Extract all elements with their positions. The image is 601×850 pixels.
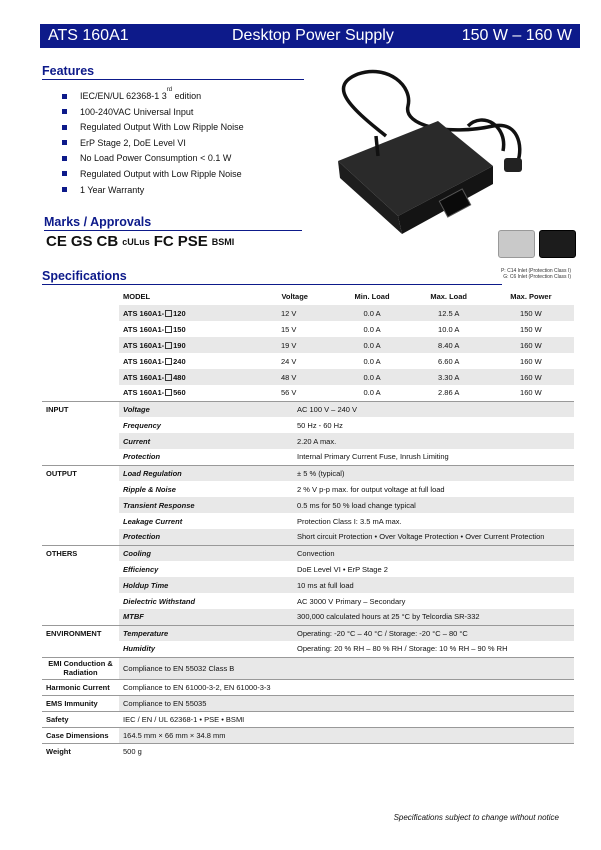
value-cell: Short circuit Protection • Over Voltage Protection • Over Current Protection	[255, 529, 574, 545]
variant-box-icon	[165, 326, 172, 333]
group-label: OUTPUT	[42, 465, 119, 481]
param-cell: Efficiency	[123, 564, 159, 574]
header-power: 150 W – 160 W	[461, 27, 572, 44]
param-cell: MTBF	[119, 609, 255, 625]
features-title: Features	[42, 64, 304, 80]
feature-text: 1 Year Warranty	[80, 184, 145, 195]
group-spacer	[42, 497, 119, 513]
max-power-cell: 150 W	[520, 324, 542, 334]
column-header: Voltage	[281, 291, 308, 301]
param-cell: Voltage	[119, 401, 255, 417]
footer-note: Specifications subject to change without notice	[393, 813, 559, 822]
max-power-cell: 160 W	[488, 369, 574, 385]
min-load-cell: 0.0 A	[334, 305, 409, 321]
value-cell: AC 3000 V Primary – Secondary	[297, 596, 406, 606]
row-label: Safety	[42, 711, 119, 727]
value-cell: Compliance to EN 61000-3-2, EN 61000-3-3	[119, 679, 574, 695]
model-cell	[119, 353, 255, 369]
mark-cb-icon: CB	[96, 233, 119, 250]
group-spacer	[42, 353, 119, 369]
column-header: Min. Load	[354, 291, 390, 301]
model-suffix: 150	[173, 324, 186, 334]
model-cell	[119, 305, 255, 321]
param-cell: Protection	[119, 529, 255, 545]
marks-row	[46, 233, 234, 250]
max-load-cell: 10.0 A	[438, 324, 460, 334]
max-power-cell: 150 W	[488, 305, 574, 321]
mark-ce-icon: CE	[46, 233, 67, 250]
features-list	[62, 87, 244, 199]
group-spacer	[42, 561, 119, 577]
value-cell: 2 % V p-p max. for output voltage at full load	[297, 484, 445, 494]
model-prefix: ATS 160A1-	[123, 372, 165, 382]
header-spacer	[42, 287, 119, 305]
feature-item: IEC/EN/UL 62368-1 3 rd edition	[62, 90, 244, 106]
model-suffix: 240	[173, 356, 186, 366]
group-spacer	[42, 433, 119, 449]
variant-box-icon	[165, 310, 172, 317]
variant-box-icon	[165, 389, 172, 396]
table-row	[42, 609, 574, 625]
group-spacer	[42, 481, 119, 497]
value-cell: AC 100 V – 240 V	[255, 401, 574, 417]
row-label: EMI Conduction & Radiation	[42, 657, 119, 679]
voltage-cell: 19 V	[255, 337, 334, 353]
value-cell: Protection Class I: 3.5 mA max.	[297, 516, 402, 526]
table-row	[42, 337, 574, 353]
specifications-table	[42, 287, 574, 759]
group-spacer	[42, 593, 119, 609]
row-label: Case Dimensions	[42, 727, 119, 743]
model-prefix: ATS 160A1-	[123, 324, 165, 334]
bullet-icon	[62, 171, 67, 176]
model-prefix: ATS 160A1-	[123, 388, 165, 398]
feature-item	[62, 184, 244, 200]
row-label: EMS Immunity	[42, 695, 119, 711]
table-row	[42, 625, 574, 641]
mark-gs-icon: GS	[70, 233, 93, 250]
param-cell: Ripple & Noise	[123, 484, 176, 494]
value-cell: IEC / EN / UL 62368-1 • PSE • BSMI	[119, 711, 574, 727]
value-cell: Compliance to EN 55035	[119, 695, 574, 711]
table-row	[42, 497, 574, 513]
marks-title: Marks / Approvals	[44, 215, 302, 231]
value-cell: Internal Primary Current Fuse, Inrush Limiting	[297, 452, 449, 462]
feature-text: No Load Power Consumption < 0.1 W	[80, 153, 232, 164]
model-suffix: 560	[173, 388, 186, 398]
table-row	[42, 433, 574, 449]
group-spacer	[42, 337, 119, 353]
voltage-cell: 56 V	[281, 388, 297, 398]
table-row	[42, 353, 574, 369]
value-cell: 50 Hz - 60 Hz	[297, 420, 343, 430]
value-cell: Operating: -20 °C – 40 °C / Storage: -20 °C – 80 °C	[255, 625, 574, 641]
header-banner	[40, 24, 580, 48]
table-row	[42, 321, 574, 337]
table-row	[42, 577, 574, 593]
table-row	[42, 369, 574, 385]
group-spacer	[42, 321, 119, 337]
bullet-icon	[62, 125, 67, 130]
table-row	[42, 529, 574, 545]
group-spacer	[42, 449, 119, 465]
feature-text: Regulated Output with Low Ripple Noise	[80, 168, 242, 179]
bullet-icon	[62, 187, 67, 192]
value-cell: Convection	[255, 545, 574, 561]
param-cell: Current	[119, 433, 255, 449]
max-power-cell: 160 W	[488, 337, 574, 353]
param-cell: Cooling	[119, 545, 255, 561]
table-row	[42, 657, 574, 679]
mark-culus-icon: cULus	[122, 236, 150, 247]
model-cell	[119, 369, 255, 385]
bullet-icon	[62, 156, 67, 161]
model-prefix: ATS 160A1-	[123, 308, 165, 318]
group-label: ENVIRONMENT	[42, 625, 119, 641]
column-header: Max. Load	[430, 291, 468, 301]
table-row	[42, 743, 574, 759]
max-load-cell: 3.30 A	[410, 369, 488, 385]
param-cell: Holdup Time	[119, 577, 255, 593]
table-row	[42, 417, 574, 433]
voltage-cell: 12 V	[255, 305, 334, 321]
group-spacer	[42, 577, 119, 593]
min-load-cell: 0.0 A	[334, 369, 409, 385]
table-row	[42, 385, 574, 401]
min-load-cell: 0.0 A	[363, 324, 381, 334]
feature-item	[62, 137, 244, 153]
feature-text: IEC/EN/UL 62368-1 3	[80, 91, 167, 101]
min-load-cell: 0.0 A	[363, 388, 381, 398]
value-cell: 10 ms at full load	[255, 577, 574, 593]
param-cell: Protection	[123, 452, 161, 462]
model-cell	[119, 385, 255, 401]
value-cell: 164.5 mm × 66 mm × 34.8 mm	[119, 727, 574, 743]
model-cell	[119, 321, 255, 337]
max-load-cell: 8.40 A	[410, 337, 488, 353]
table-row	[42, 481, 574, 497]
table-header-row	[42, 287, 574, 305]
table-row	[42, 545, 574, 561]
feature-text: 100-240VAC Universal Input	[80, 106, 194, 117]
value-cell: 2.20 A max.	[255, 433, 574, 449]
table-row	[42, 513, 574, 529]
max-load-cell: 2.86 A	[438, 388, 460, 398]
group-spacer	[42, 385, 119, 401]
min-load-cell: 0.0 A	[334, 337, 409, 353]
feature-item	[62, 168, 244, 184]
header-title: Desktop Power Supply	[232, 27, 394, 44]
column-header: MODEL	[123, 291, 151, 301]
group-spacer	[42, 641, 119, 657]
inlet-note-g: G: C6 Inlet (Protection Class I)	[503, 274, 571, 280]
row-label: Weight	[42, 743, 119, 759]
mark-pse-icon: PSE	[177, 233, 208, 250]
min-load-cell: 0.0 A	[363, 356, 381, 366]
power-supply-image	[318, 66, 548, 236]
variant-box-icon	[165, 358, 172, 365]
model-suffix: 190	[173, 340, 186, 350]
value-cell: 300,000 calculated hours at 25 °C by Telcordia SR-332	[255, 609, 574, 625]
feature-suffix: edition	[172, 91, 202, 101]
value-cell: Compliance to EN 55032 Class B	[119, 657, 574, 679]
table-row	[42, 465, 574, 481]
table-row	[42, 593, 574, 609]
model-suffix: 120	[173, 308, 186, 318]
max-power-cell: 160 W	[520, 388, 542, 398]
group-spacer	[42, 529, 119, 545]
param-cell: Temperature	[119, 625, 255, 641]
variant-box-icon	[165, 342, 172, 349]
mark-fc-icon: FC	[153, 233, 174, 250]
param-cell: Load Regulation	[119, 465, 255, 481]
feature-item	[62, 152, 244, 168]
table-row	[42, 401, 574, 417]
param-cell: Leakage Current	[123, 516, 183, 526]
model-prefix: ATS 160A1-	[123, 340, 165, 350]
param-cell: Frequency	[123, 420, 161, 430]
param-cell: Dielectric Withstand	[123, 596, 196, 606]
model-cell	[119, 337, 255, 353]
model-suffix: 480	[173, 372, 186, 382]
column-header: Max. Power	[510, 291, 552, 301]
param-cell: Transient Response	[119, 497, 255, 513]
voltage-cell: 24 V	[281, 356, 297, 366]
table-row	[42, 561, 574, 577]
bullet-icon	[62, 94, 67, 99]
feature-text: Regulated Output With Low Ripple Noise	[80, 122, 244, 133]
value-cell: Operating: 20 % RH – 80 % RH / Storage: 10 % RH – 90 % RH	[297, 644, 508, 654]
group-label: INPUT	[42, 401, 119, 417]
value-cell: ± 5 % (typical)	[255, 465, 574, 481]
bullet-icon	[62, 140, 67, 145]
row-label: Harmonic Current	[42, 679, 119, 695]
table-row	[42, 695, 574, 711]
feature-text: ErP Stage 2, DoE Level VI	[80, 137, 186, 148]
model-prefix: ATS 160A1-	[123, 356, 165, 366]
group-spacer	[42, 305, 119, 321]
table-row	[42, 641, 574, 657]
group-label: OTHERS	[42, 545, 119, 561]
max-load-cell: 6.60 A	[438, 356, 460, 366]
specifications-title: Specifications	[42, 269, 502, 285]
mark-bsmi-icon: BSMI	[211, 236, 235, 247]
voltage-cell: 15 V	[281, 324, 297, 334]
table-row	[42, 305, 574, 321]
table-row	[42, 727, 574, 743]
param-cell: Humidity	[123, 644, 156, 654]
value-cell: 0.5 ms for 50 % load change typical	[255, 497, 574, 513]
header-model: ATS 160A1	[48, 27, 129, 44]
max-load-cell: 12.5 A	[410, 305, 488, 321]
value-cell: 500 g	[119, 743, 574, 759]
voltage-cell: 48 V	[255, 369, 334, 385]
group-spacer	[42, 609, 119, 625]
group-spacer	[42, 369, 119, 385]
c6-inlet-icon	[539, 230, 576, 258]
value-cell: DoE Level VI • ErP Stage 2	[297, 564, 388, 574]
table-row	[42, 711, 574, 727]
table-row	[42, 449, 574, 465]
feature-item	[62, 121, 244, 137]
max-power-cell: 160 W	[520, 356, 542, 366]
group-spacer	[42, 417, 119, 433]
c14-inlet-icon	[498, 230, 535, 258]
table-row	[42, 679, 574, 695]
group-spacer	[42, 513, 119, 529]
variant-box-icon	[165, 374, 172, 381]
bullet-icon	[62, 109, 67, 114]
inlet-note-p: P: C14 Inlet (Protection Class I)	[500, 268, 571, 274]
feature-item	[62, 106, 244, 122]
